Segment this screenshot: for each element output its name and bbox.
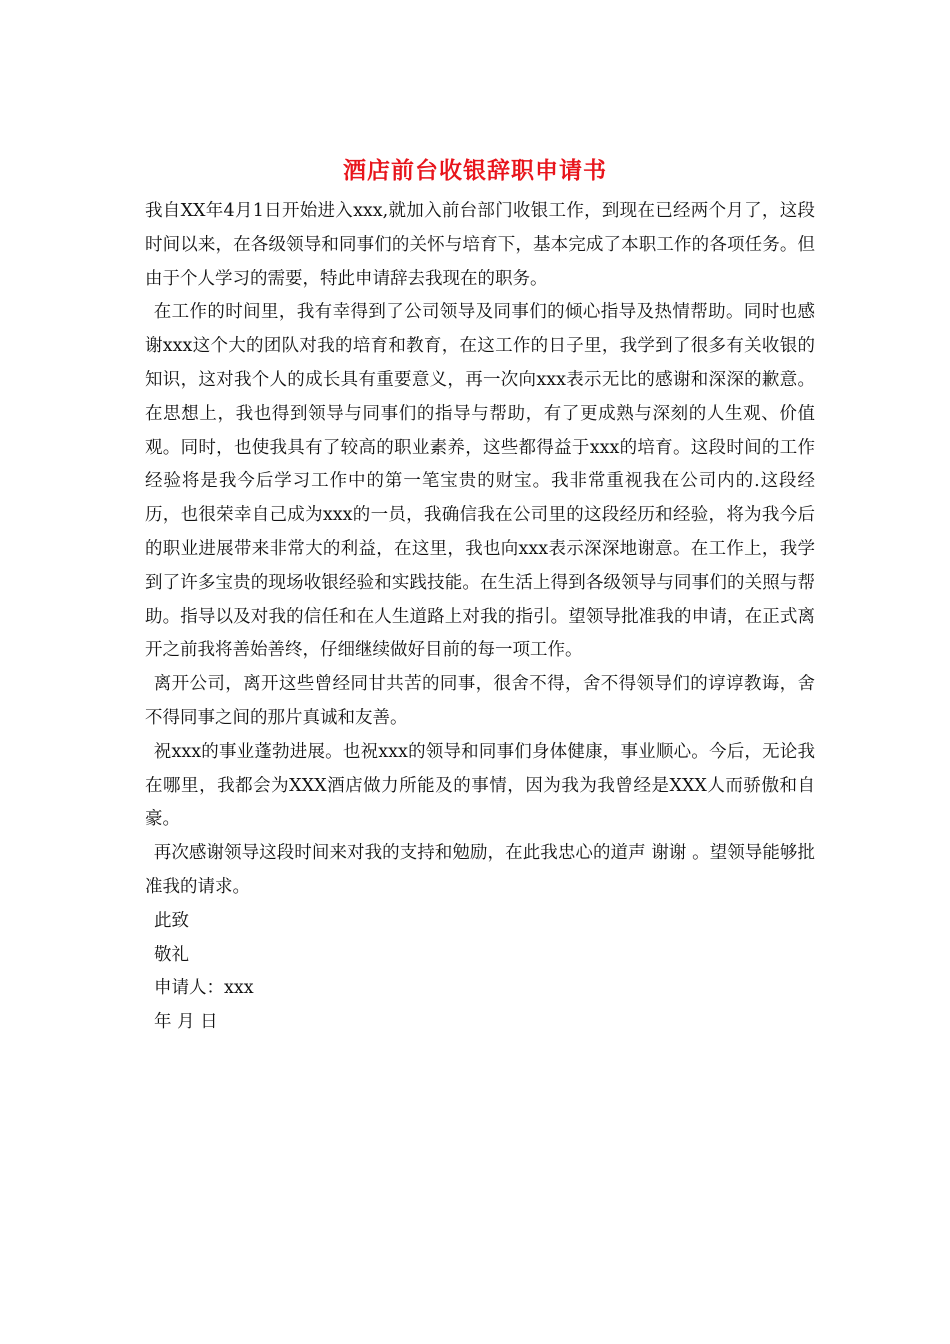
- paragraph-farewell: 离开公司，离开这些曾经同甘共苦的同事，很舍不得，舍不得领导们的谆谆教诲，舍不得同事之间的那片真诚和友善。: [145, 674, 815, 728]
- closing-applicant: 申请人：xxx: [154, 978, 254, 999]
- paragraph-gratitude: 在工作的时间里，我有幸得到了公司领导及同事们的倾心指导及热情帮助。同时也感谢xxx这个大的团队对我的培育和教育，在这工作的日子里，我学到了很多有关收银的知识，这对我个人的成长具有重要意义，再一次向xxx表示无比的感谢和深深的歉意。在思想上，我也得到领导与同事们的指导与帮助，有了更成熟与深刻的人生观、价值观。同时，也使我具有了较高的职业素养，这些都得益于xxx的培育。这段时间的工作经验将是我今后学习工作中的第一笔宝贵的财宝。我非常重视我在公司内的.这段经历，也很荣幸自己成为xxx的一员，我确信我在公司里的这段经历和经验，将为我今后的职业进展带来非常大的利益，在这里，我也向xxx表示深深地谢意。在工作上，我学到了许多宝贵的现场收银经验和实践技能。在生活上得到各级领导与同事们的关照与帮助。指导以及对我的信任和在人生道路上对我的指引。望领导批准我的申请，在正式离开之前我将善始善终，仔细继续做好目前的每一项工作。: [145, 302, 815, 661]
- paragraph-wishes: 祝xxx的事业蓬勃进展。也祝xxx的领导和同事们身体健康，事业顺心。今后，无论我在哪里，我都会为XXX酒店做力所能及的事情，因为我为我曾经是XXX人而骄傲和自豪。: [145, 741, 815, 830]
- document-title: 酒店前台收银辞职申请书: [343, 157, 607, 184]
- paragraph-intro: 我自XX年4月1日开始进入xxx,就加入前台部门收银工作，到现在已经两个月了，这段时间以来，在各级领导和同事们的关怀与培育下，基本完成了本职工作的各项任务。但由于个人学习的需要，特此申请辞去我现在的职务。: [145, 201, 815, 289]
- closing-date: 年 月 日: [154, 1012, 218, 1033]
- document-body: [145, 195, 815, 1040]
- closing-salutation-2: 敬礼: [154, 944, 189, 965]
- closing-salutation-1: 此致: [154, 910, 189, 931]
- paragraph-thanks: 再次感谢领导这段时间来对我的支持和勉励，在此我忠心的道声 谢谢 。望领导能够批准我的请求。: [145, 843, 815, 897]
